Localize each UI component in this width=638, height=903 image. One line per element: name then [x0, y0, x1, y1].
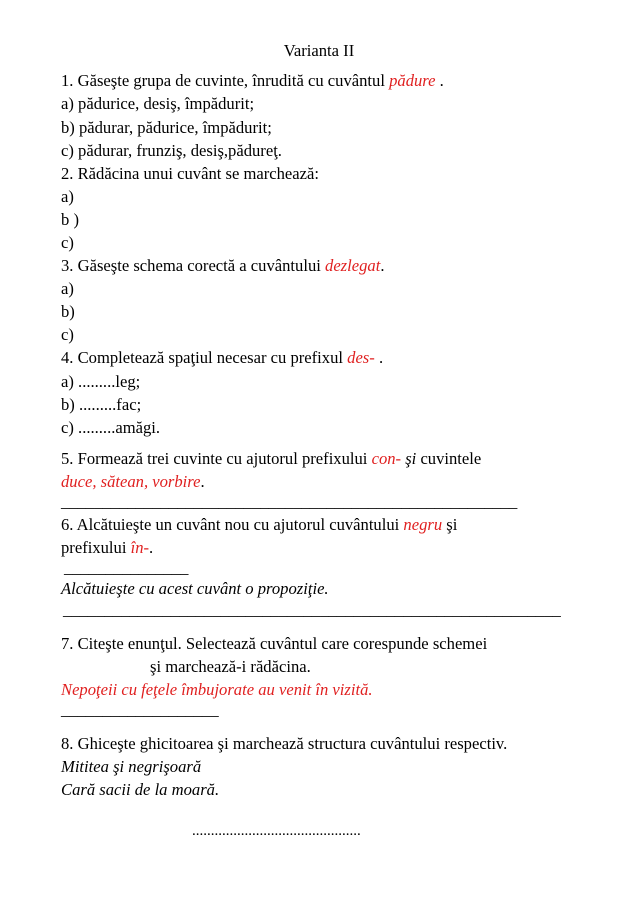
q4-end: . — [374, 348, 384, 367]
q5-period: . — [200, 472, 205, 491]
q1-option-c: c) pădurar, frunziş, desiş,pădureţ. — [61, 141, 282, 160]
q7-text-2: şi marchează-i rădăcina. — [150, 657, 311, 676]
q5-prefix: con- — [371, 449, 402, 468]
q4-option-b: b) .........fac; — [61, 395, 142, 414]
q3-end: . — [380, 256, 385, 275]
worksheet-title: Varianta II — [283, 41, 355, 60]
question-4 — [61, 348, 383, 368]
q6-text-end: şi — [442, 515, 458, 534]
q4-text: 4. Completează spaţiul necesar cu prefixul — [61, 348, 348, 367]
q6-text: 6. Alcătuieşte un cuvânt nou cu ajutorul cuvântului — [61, 515, 404, 534]
q4-option-c: c) .........amăgi. — [61, 418, 161, 437]
q1-text: 1. Găseşte grupa de cuvinte, înrudită cu cuvântul — [61, 71, 390, 90]
q2-option-b: b ) — [61, 210, 79, 229]
q6-prefix-line — [61, 538, 153, 558]
q6-task: Alcătuieşte cu acest cuvânt o propoziţie. — [61, 579, 329, 598]
question-7: 7. Citeşte enunţul. Selectează cuvântul care corespunde schemei — [61, 634, 488, 653]
q5-text: 5. Formează trei cuvinte cu ajutorul prefixului — [61, 449, 372, 468]
q5-text-end: cuvintele — [416, 449, 482, 468]
q8-riddle-line-2: Cară sacii de la moară. — [61, 780, 220, 799]
q1-keyword: pădure — [389, 71, 436, 90]
question-5 — [61, 449, 481, 469]
q4-keyword: des- — [347, 348, 375, 367]
q3-text: 3. Găseşte schema corectă a cuvântului — [61, 256, 326, 275]
q1-option-a: a) pădurice, desiş, împădurit; — [61, 94, 255, 113]
q2-option-c: c) — [61, 233, 74, 252]
q6-word-answer-line: _______________ — [64, 558, 189, 577]
q5-answer-line: _______________________________________________________ — [61, 492, 518, 511]
q6-period: . — [149, 538, 154, 557]
q8-answer-dots: ............................................. — [192, 823, 361, 839]
q3-keyword: dezlegat — [325, 256, 381, 275]
q8-riddle-line-1: Mititea şi negrişoară — [61, 757, 202, 776]
q6-text-2: prefixului — [61, 538, 131, 557]
q5-words: duce, sătean, vorbire — [61, 472, 201, 491]
q6-sentence-answer-line: ____________________________________________________________ — [63, 600, 561, 619]
q7-answer-line: ___________________ — [61, 700, 219, 719]
q6-prefix: în- — [130, 538, 150, 557]
q3-option-a: a) — [61, 279, 74, 298]
question-3 — [61, 256, 384, 276]
q5-words-line — [61, 472, 205, 492]
q6-keyword: negru — [403, 515, 443, 534]
question-2: 2. Rădăcina unui cuvânt se marchează: — [61, 164, 320, 183]
q3-option-c: c) — [61, 325, 74, 344]
question-8: 8. Ghiceşte ghicitoarea şi marchează structura cuvântului respectiv. — [61, 734, 508, 753]
question-1 — [61, 71, 444, 91]
q1-option-b: b) pădurar, pădurice, împădurit; — [61, 118, 272, 137]
q3-option-b: b) — [61, 302, 75, 321]
q1-end: . — [435, 71, 444, 90]
q2-option-a: a) — [61, 187, 74, 206]
q4-option-a: a) .........leg; — [61, 372, 141, 391]
q7-sentence: Nepoţeii cu feţele îmbujorate au venit în vizită. — [61, 680, 373, 699]
q5-conjunction: şi — [401, 449, 417, 468]
question-6 — [61, 515, 457, 535]
